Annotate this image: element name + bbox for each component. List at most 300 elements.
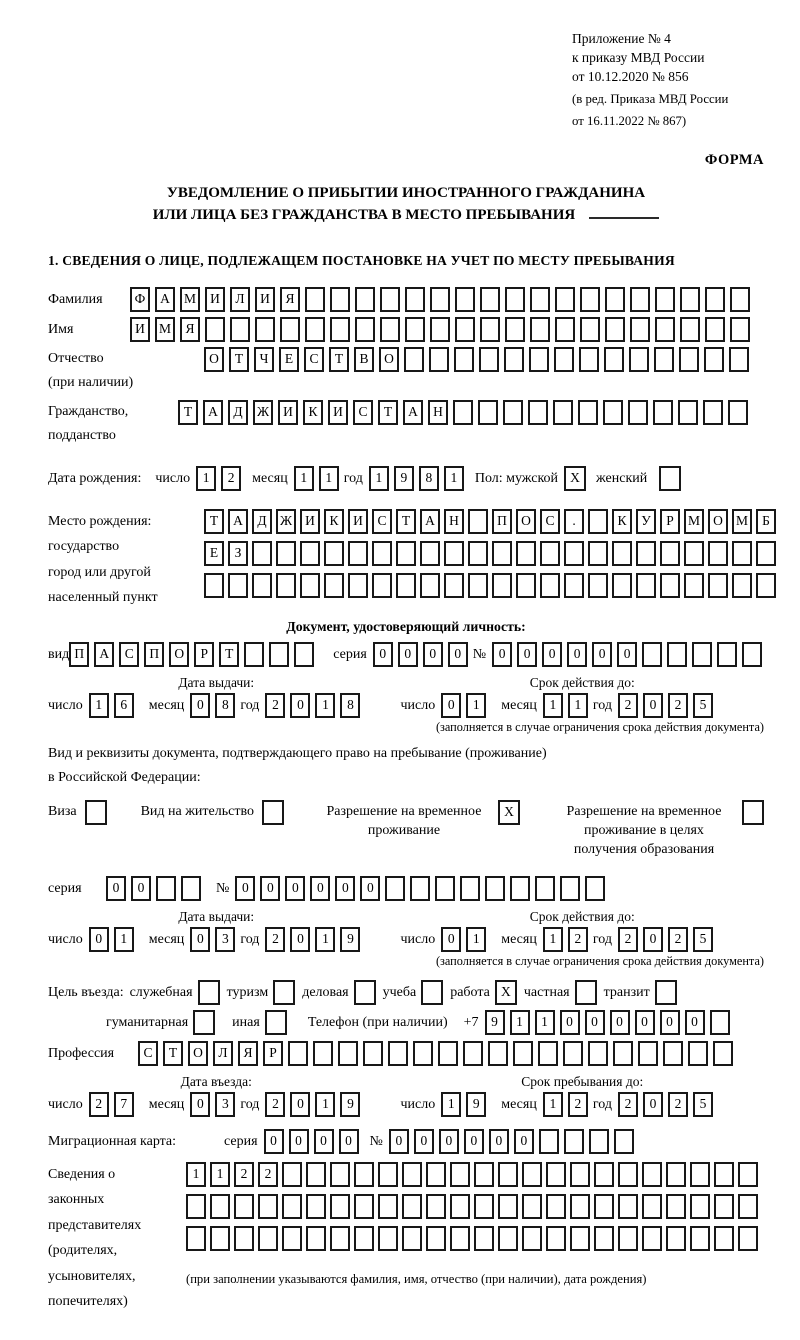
patronymic-char-box[interactable]: О bbox=[379, 347, 399, 372]
residence-number-box[interactable]: 0 bbox=[235, 876, 255, 901]
representative-char-box[interactable] bbox=[306, 1194, 326, 1219]
identity-issue-day-box[interactable]: 1 bbox=[89, 693, 109, 718]
surname-char-box[interactable] bbox=[630, 287, 650, 312]
representative-char-box[interactable] bbox=[522, 1162, 542, 1187]
birth-year-box[interactable]: 1 bbox=[369, 466, 389, 491]
residence-number-box[interactable] bbox=[585, 876, 605, 901]
identity-valid-year-box[interactable]: 5 bbox=[693, 693, 713, 718]
identity-number-box[interactable]: 0 bbox=[517, 642, 537, 667]
profession-char-box[interactable]: Л bbox=[213, 1041, 233, 1066]
birth-place-char-box[interactable] bbox=[276, 541, 296, 566]
representative-char-box[interactable] bbox=[474, 1226, 494, 1251]
entry-month-box[interactable]: 3 bbox=[215, 1092, 235, 1117]
residence-permit-checkbox[interactable] bbox=[262, 800, 284, 825]
representative-char-box[interactable] bbox=[714, 1162, 734, 1187]
representative-char-box[interactable] bbox=[474, 1162, 494, 1187]
profession-char-box[interactable] bbox=[513, 1041, 533, 1066]
surname-char-box[interactable] bbox=[355, 287, 375, 312]
firstname-char-box[interactable]: М bbox=[155, 317, 175, 342]
migration-number-box[interactable]: 0 bbox=[464, 1129, 484, 1154]
identity-number-box[interactable] bbox=[742, 642, 762, 667]
identity-number-box[interactable]: 0 bbox=[592, 642, 612, 667]
identity-kind-char-box[interactable]: С bbox=[119, 642, 139, 667]
identity-issue-day-box[interactable]: 6 bbox=[114, 693, 134, 718]
residence-issue-day-box[interactable]: 1 bbox=[114, 927, 134, 952]
representative-char-box[interactable]: 1 bbox=[186, 1162, 206, 1187]
representative-char-box[interactable] bbox=[666, 1194, 686, 1219]
surname-char-box[interactable]: А bbox=[155, 287, 175, 312]
identity-kind-char-box[interactable]: Т bbox=[219, 642, 239, 667]
firstname-char-box[interactable] bbox=[630, 317, 650, 342]
surname-char-box[interactable] bbox=[305, 287, 325, 312]
residence-issue-day-box[interactable]: 0 bbox=[89, 927, 109, 952]
representative-char-box[interactable] bbox=[378, 1194, 398, 1219]
residence-issue-month-box[interactable]: 3 bbox=[215, 927, 235, 952]
birth-place-char-box[interactable] bbox=[588, 573, 608, 598]
representative-char-box[interactable] bbox=[330, 1194, 350, 1219]
birth-place-char-box[interactable]: К bbox=[612, 509, 632, 534]
patronymic-char-box[interactable] bbox=[579, 347, 599, 372]
birth-place-char-box[interactable] bbox=[420, 541, 440, 566]
firstname-char-box[interactable] bbox=[230, 317, 250, 342]
birth-place-char-box[interactable] bbox=[540, 541, 560, 566]
firstname-char-box[interactable]: И bbox=[130, 317, 150, 342]
residence-valid-year-box[interactable]: 0 bbox=[643, 927, 663, 952]
identity-series-box[interactable]: 0 bbox=[448, 642, 468, 667]
representative-char-box[interactable] bbox=[738, 1162, 758, 1187]
birth-year-box[interactable]: 1 bbox=[444, 466, 464, 491]
profession-char-box[interactable]: С bbox=[138, 1041, 158, 1066]
residence-series-box[interactable] bbox=[156, 876, 176, 901]
purpose-private-checkbox[interactable] bbox=[575, 980, 597, 1005]
citizenship-char-box[interactable]: Н bbox=[428, 400, 448, 425]
migration-number-box[interactable] bbox=[564, 1129, 584, 1154]
birth-place-char-box[interactable] bbox=[300, 573, 320, 598]
representative-char-box[interactable] bbox=[498, 1194, 518, 1219]
birth-place-char-box[interactable] bbox=[324, 541, 344, 566]
identity-number-box[interactable] bbox=[692, 642, 712, 667]
surname-char-box[interactable] bbox=[580, 287, 600, 312]
purpose-transit-checkbox[interactable] bbox=[655, 980, 677, 1005]
residence-number-box[interactable] bbox=[485, 876, 505, 901]
representative-char-box[interactable] bbox=[330, 1226, 350, 1251]
patronymic-char-box[interactable]: В bbox=[354, 347, 374, 372]
citizenship-char-box[interactable] bbox=[703, 400, 723, 425]
representative-char-box[interactable] bbox=[570, 1226, 590, 1251]
residence-number-box[interactable] bbox=[435, 876, 455, 901]
patronymic-char-box[interactable]: Т bbox=[229, 347, 249, 372]
purpose-business-checkbox[interactable] bbox=[354, 980, 376, 1005]
migration-number-box[interactable] bbox=[589, 1129, 609, 1154]
birth-place-char-box[interactable]: С bbox=[540, 509, 560, 534]
identity-kind-char-box[interactable]: А bbox=[94, 642, 114, 667]
residence-number-box[interactable] bbox=[410, 876, 430, 901]
birth-place-char-box[interactable]: Т bbox=[204, 509, 224, 534]
residence-number-box[interactable] bbox=[535, 876, 555, 901]
entry-year-box[interactable]: 1 bbox=[315, 1092, 335, 1117]
representative-char-box[interactable] bbox=[618, 1194, 638, 1219]
firstname-char-box[interactable] bbox=[530, 317, 550, 342]
patronymic-char-box[interactable] bbox=[454, 347, 474, 372]
birth-place-char-box[interactable] bbox=[756, 573, 776, 598]
profession-char-box[interactable] bbox=[488, 1041, 508, 1066]
birth-place-char-box[interactable] bbox=[228, 573, 248, 598]
firstname-char-box[interactable] bbox=[355, 317, 375, 342]
stay-month-box[interactable]: 1 bbox=[543, 1092, 563, 1117]
birth-place-char-box[interactable] bbox=[396, 541, 416, 566]
birth-place-char-box[interactable]: У bbox=[636, 509, 656, 534]
profession-char-box[interactable]: Р bbox=[263, 1041, 283, 1066]
representative-char-box[interactable] bbox=[186, 1226, 206, 1251]
birth-place-char-box[interactable]: И bbox=[300, 509, 320, 534]
identity-number-box[interactable]: 0 bbox=[492, 642, 512, 667]
phone-digit-box[interactable]: 1 bbox=[535, 1010, 555, 1035]
residence-number-box[interactable] bbox=[460, 876, 480, 901]
profession-char-box[interactable] bbox=[713, 1041, 733, 1066]
firstname-char-box[interactable] bbox=[580, 317, 600, 342]
birth-month-box[interactable]: 1 bbox=[294, 466, 314, 491]
stay-month-box[interactable]: 2 bbox=[568, 1092, 588, 1117]
citizenship-char-box[interactable] bbox=[578, 400, 598, 425]
purpose-official-checkbox[interactable] bbox=[198, 980, 220, 1005]
surname-char-box[interactable] bbox=[455, 287, 475, 312]
female-checkbox[interactable] bbox=[659, 466, 681, 491]
phone-digit-box[interactable]: 0 bbox=[685, 1010, 705, 1035]
surname-char-box[interactable] bbox=[480, 287, 500, 312]
birth-place-char-box[interactable] bbox=[348, 573, 368, 598]
representative-char-box[interactable] bbox=[738, 1226, 758, 1251]
representative-char-box[interactable] bbox=[402, 1194, 422, 1219]
migration-number-box[interactable]: 0 bbox=[514, 1129, 534, 1154]
entry-month-box[interactable]: 0 bbox=[190, 1092, 210, 1117]
representative-char-box[interactable] bbox=[594, 1162, 614, 1187]
surname-char-box[interactable] bbox=[405, 287, 425, 312]
temp-residence-permit-checkbox[interactable]: X bbox=[498, 800, 520, 825]
representative-char-box[interactable] bbox=[378, 1226, 398, 1251]
representative-char-box[interactable] bbox=[642, 1194, 662, 1219]
surname-char-box[interactable] bbox=[330, 287, 350, 312]
phone-digit-box[interactable]: 9 bbox=[485, 1010, 505, 1035]
birth-month-box[interactable]: 1 bbox=[319, 466, 339, 491]
birth-place-char-box[interactable]: Р bbox=[660, 509, 680, 534]
patronymic-char-box[interactable] bbox=[554, 347, 574, 372]
birth-place-char-box[interactable] bbox=[468, 541, 488, 566]
surname-char-box[interactable]: И bbox=[255, 287, 275, 312]
firstname-char-box[interactable] bbox=[205, 317, 225, 342]
representative-char-box[interactable] bbox=[426, 1194, 446, 1219]
birth-place-char-box[interactable] bbox=[444, 573, 464, 598]
firstname-char-box[interactable] bbox=[730, 317, 750, 342]
identity-kind-char-box[interactable] bbox=[269, 642, 289, 667]
patronymic-char-box[interactable] bbox=[629, 347, 649, 372]
migration-series-box[interactable]: 0 bbox=[339, 1129, 359, 1154]
birth-place-char-box[interactable]: К bbox=[324, 509, 344, 534]
identity-series-box[interactable]: 0 bbox=[398, 642, 418, 667]
patronymic-char-box[interactable] bbox=[479, 347, 499, 372]
surname-char-box[interactable] bbox=[655, 287, 675, 312]
patronymic-char-box[interactable] bbox=[429, 347, 449, 372]
migration-number-box[interactable]: 0 bbox=[389, 1129, 409, 1154]
birth-place-char-box[interactable] bbox=[372, 573, 392, 598]
birth-place-char-box[interactable] bbox=[444, 541, 464, 566]
birth-place-char-box[interactable] bbox=[468, 573, 488, 598]
birth-place-char-box[interactable] bbox=[516, 573, 536, 598]
patronymic-char-box[interactable]: С bbox=[304, 347, 324, 372]
birth-place-char-box[interactable]: . bbox=[564, 509, 584, 534]
representative-char-box[interactable] bbox=[402, 1226, 422, 1251]
patronymic-char-box[interactable] bbox=[729, 347, 749, 372]
patronymic-char-box[interactable] bbox=[504, 347, 524, 372]
citizenship-char-box[interactable] bbox=[678, 400, 698, 425]
representative-char-box[interactable] bbox=[282, 1162, 302, 1187]
purpose-other-checkbox[interactable] bbox=[265, 1010, 287, 1035]
residence-number-box[interactable] bbox=[510, 876, 530, 901]
birth-place-char-box[interactable]: А bbox=[420, 509, 440, 534]
representative-char-box[interactable] bbox=[450, 1226, 470, 1251]
profession-char-box[interactable] bbox=[588, 1041, 608, 1066]
birth-place-char-box[interactable] bbox=[612, 573, 632, 598]
migration-number-box[interactable] bbox=[539, 1129, 559, 1154]
patronymic-char-box[interactable] bbox=[654, 347, 674, 372]
birth-place-char-box[interactable]: Б bbox=[756, 509, 776, 534]
representative-char-box[interactable] bbox=[546, 1226, 566, 1251]
surname-char-box[interactable] bbox=[730, 287, 750, 312]
representative-char-box[interactable]: 2 bbox=[234, 1162, 254, 1187]
residence-valid-month-box[interactable]: 1 bbox=[543, 927, 563, 952]
phone-digit-box[interactable]: 0 bbox=[660, 1010, 680, 1035]
identity-valid-day-box[interactable]: 0 bbox=[441, 693, 461, 718]
patronymic-char-box[interactable] bbox=[679, 347, 699, 372]
firstname-char-box[interactable] bbox=[255, 317, 275, 342]
birth-place-char-box[interactable] bbox=[588, 541, 608, 566]
residence-issue-year-box[interactable]: 2 bbox=[265, 927, 285, 952]
representative-char-box[interactable] bbox=[690, 1226, 710, 1251]
stay-year-box[interactable]: 2 bbox=[668, 1092, 688, 1117]
residence-valid-year-box[interactable]: 5 bbox=[693, 927, 713, 952]
surname-char-box[interactable]: Я bbox=[280, 287, 300, 312]
residence-number-box[interactable]: 0 bbox=[285, 876, 305, 901]
citizenship-char-box[interactable] bbox=[478, 400, 498, 425]
birth-place-char-box[interactable] bbox=[636, 541, 656, 566]
residence-issue-year-box[interactable]: 1 bbox=[315, 927, 335, 952]
profession-char-box[interactable] bbox=[463, 1041, 483, 1066]
migration-series-box[interactable]: 0 bbox=[264, 1129, 284, 1154]
profession-char-box[interactable] bbox=[638, 1041, 658, 1066]
phone-digit-box[interactable] bbox=[710, 1010, 730, 1035]
birth-place-char-box[interactable] bbox=[564, 541, 584, 566]
firstname-char-box[interactable] bbox=[655, 317, 675, 342]
birth-place-char-box[interactable]: О bbox=[708, 509, 728, 534]
citizenship-char-box[interactable] bbox=[528, 400, 548, 425]
birth-year-box[interactable]: 9 bbox=[394, 466, 414, 491]
representative-char-box[interactable] bbox=[618, 1226, 638, 1251]
entry-day-box[interactable]: 2 bbox=[89, 1092, 109, 1117]
citizenship-char-box[interactable]: Т bbox=[178, 400, 198, 425]
profession-char-box[interactable]: Я bbox=[238, 1041, 258, 1066]
birth-place-char-box[interactable] bbox=[396, 573, 416, 598]
birth-place-char-box[interactable]: О bbox=[516, 509, 536, 534]
profession-char-box[interactable] bbox=[363, 1041, 383, 1066]
birth-place-char-box[interactable] bbox=[756, 541, 776, 566]
stay-year-box[interactable]: 2 bbox=[618, 1092, 638, 1117]
surname-char-box[interactable] bbox=[530, 287, 550, 312]
representative-char-box[interactable] bbox=[354, 1226, 374, 1251]
migration-number-box[interactable] bbox=[614, 1129, 634, 1154]
residence-valid-year-box[interactable]: 2 bbox=[618, 927, 638, 952]
representative-char-box[interactable] bbox=[234, 1194, 254, 1219]
citizenship-char-box[interactable] bbox=[628, 400, 648, 425]
birth-place-char-box[interactable] bbox=[708, 541, 728, 566]
migration-series-box[interactable]: 0 bbox=[289, 1129, 309, 1154]
male-checkbox[interactable]: X bbox=[564, 466, 586, 491]
surname-char-box[interactable]: Л bbox=[230, 287, 250, 312]
firstname-char-box[interactable] bbox=[330, 317, 350, 342]
citizenship-char-box[interactable] bbox=[453, 400, 473, 425]
birth-place-char-box[interactable]: Е bbox=[204, 541, 224, 566]
phone-digit-box[interactable]: 0 bbox=[585, 1010, 605, 1035]
representative-char-box[interactable] bbox=[378, 1162, 398, 1187]
stay-day-box[interactable]: 1 bbox=[441, 1092, 461, 1117]
stay-day-box[interactable]: 9 bbox=[466, 1092, 486, 1117]
birth-place-char-box[interactable]: Т bbox=[396, 509, 416, 534]
patronymic-char-box[interactable]: О bbox=[204, 347, 224, 372]
purpose-study-checkbox[interactable] bbox=[421, 980, 443, 1005]
birth-place-char-box[interactable] bbox=[732, 573, 752, 598]
birth-place-char-box[interactable]: Н bbox=[444, 509, 464, 534]
representative-char-box[interactable] bbox=[714, 1226, 734, 1251]
patronymic-char-box[interactable]: Т bbox=[329, 347, 349, 372]
representative-char-box[interactable] bbox=[354, 1162, 374, 1187]
migration-number-box[interactable]: 0 bbox=[489, 1129, 509, 1154]
firstname-char-box[interactable] bbox=[380, 317, 400, 342]
birth-place-char-box[interactable] bbox=[732, 541, 752, 566]
representative-char-box[interactable] bbox=[738, 1194, 758, 1219]
surname-char-box[interactable] bbox=[555, 287, 575, 312]
identity-valid-year-box[interactable]: 2 bbox=[618, 693, 638, 718]
firstname-char-box[interactable] bbox=[605, 317, 625, 342]
representative-char-box[interactable] bbox=[522, 1226, 542, 1251]
birth-place-char-box[interactable] bbox=[660, 541, 680, 566]
firstname-char-box[interactable] bbox=[480, 317, 500, 342]
firstname-char-box[interactable] bbox=[455, 317, 475, 342]
profession-char-box[interactable] bbox=[413, 1041, 433, 1066]
representative-char-box[interactable] bbox=[546, 1194, 566, 1219]
phone-digit-box[interactable]: 0 bbox=[610, 1010, 630, 1035]
birth-place-char-box[interactable] bbox=[300, 541, 320, 566]
identity-valid-year-box[interactable]: 0 bbox=[643, 693, 663, 718]
birth-place-char-box[interactable]: И bbox=[348, 509, 368, 534]
representative-char-box[interactable] bbox=[258, 1194, 278, 1219]
representative-char-box[interactable] bbox=[330, 1162, 350, 1187]
residence-valid-day-box[interactable]: 1 bbox=[466, 927, 486, 952]
birth-place-char-box[interactable] bbox=[540, 573, 560, 598]
representative-char-box[interactable] bbox=[450, 1162, 470, 1187]
identity-issue-month-box[interactable]: 8 bbox=[215, 693, 235, 718]
representative-char-box[interactable] bbox=[402, 1162, 422, 1187]
profession-char-box[interactable] bbox=[338, 1041, 358, 1066]
representative-char-box[interactable] bbox=[210, 1226, 230, 1251]
birth-day-box[interactable]: 1 bbox=[196, 466, 216, 491]
citizenship-char-box[interactable]: Т bbox=[378, 400, 398, 425]
purpose-work-checkbox[interactable]: X bbox=[495, 980, 517, 1005]
birth-place-char-box[interactable] bbox=[564, 573, 584, 598]
representative-char-box[interactable] bbox=[570, 1162, 590, 1187]
citizenship-char-box[interactable]: К bbox=[303, 400, 323, 425]
birth-place-char-box[interactable] bbox=[588, 509, 608, 534]
citizenship-char-box[interactable]: С bbox=[353, 400, 373, 425]
representative-char-box[interactable] bbox=[594, 1194, 614, 1219]
representative-char-box[interactable] bbox=[690, 1162, 710, 1187]
residence-issue-year-box[interactable]: 9 bbox=[340, 927, 360, 952]
birth-place-char-box[interactable] bbox=[252, 573, 272, 598]
visa-checkbox[interactable] bbox=[85, 800, 107, 825]
birth-place-char-box[interactable] bbox=[492, 573, 512, 598]
patronymic-char-box[interactable]: Е bbox=[279, 347, 299, 372]
birth-place-char-box[interactable] bbox=[204, 573, 224, 598]
representative-char-box[interactable] bbox=[450, 1194, 470, 1219]
representative-char-box[interactable] bbox=[234, 1226, 254, 1251]
birth-place-char-box[interactable] bbox=[660, 573, 680, 598]
profession-char-box[interactable] bbox=[313, 1041, 333, 1066]
citizenship-char-box[interactable] bbox=[603, 400, 623, 425]
birth-place-char-box[interactable]: М bbox=[684, 509, 704, 534]
citizenship-char-box[interactable] bbox=[553, 400, 573, 425]
identity-series-box[interactable]: 0 bbox=[373, 642, 393, 667]
profession-char-box[interactable] bbox=[663, 1041, 683, 1066]
birth-place-char-box[interactable]: А bbox=[228, 509, 248, 534]
birth-place-char-box[interactable]: П bbox=[492, 509, 512, 534]
surname-char-box[interactable]: Ф bbox=[130, 287, 150, 312]
identity-issue-year-box[interactable]: 1 bbox=[315, 693, 335, 718]
firstname-char-box[interactable] bbox=[705, 317, 725, 342]
representative-char-box[interactable] bbox=[570, 1194, 590, 1219]
identity-valid-day-box[interactable]: 1 bbox=[466, 693, 486, 718]
residence-number-box[interactable] bbox=[385, 876, 405, 901]
profession-char-box[interactable] bbox=[438, 1041, 458, 1066]
residence-number-box[interactable]: 0 bbox=[335, 876, 355, 901]
firstname-char-box[interactable] bbox=[305, 317, 325, 342]
citizenship-char-box[interactable]: Д bbox=[228, 400, 248, 425]
representative-char-box[interactable]: 2 bbox=[258, 1162, 278, 1187]
identity-valid-year-box[interactable]: 2 bbox=[668, 693, 688, 718]
representative-char-box[interactable] bbox=[186, 1194, 206, 1219]
firstname-char-box[interactable] bbox=[430, 317, 450, 342]
representative-char-box[interactable] bbox=[666, 1162, 686, 1187]
phone-digit-box[interactable]: 1 bbox=[510, 1010, 530, 1035]
birth-place-char-box[interactable] bbox=[324, 573, 344, 598]
representative-char-box[interactable] bbox=[258, 1226, 278, 1251]
identity-kind-char-box[interactable]: О bbox=[169, 642, 189, 667]
identity-issue-year-box[interactable]: 0 bbox=[290, 693, 310, 718]
firstname-char-box[interactable]: Я bbox=[180, 317, 200, 342]
purpose-tourism-checkbox[interactable] bbox=[273, 980, 295, 1005]
birth-place-char-box[interactable] bbox=[636, 573, 656, 598]
profession-char-box[interactable] bbox=[288, 1041, 308, 1066]
residence-number-box[interactable]: 0 bbox=[260, 876, 280, 901]
patronymic-char-box[interactable]: Ч bbox=[254, 347, 274, 372]
identity-issue-year-box[interactable]: 8 bbox=[340, 693, 360, 718]
citizenship-char-box[interactable] bbox=[503, 400, 523, 425]
residence-series-box[interactable]: 0 bbox=[106, 876, 126, 901]
residence-issue-year-box[interactable]: 0 bbox=[290, 927, 310, 952]
phone-digit-box[interactable]: 0 bbox=[635, 1010, 655, 1035]
identity-kind-char-box[interactable]: П bbox=[144, 642, 164, 667]
surname-char-box[interactable] bbox=[505, 287, 525, 312]
representative-char-box[interactable] bbox=[498, 1162, 518, 1187]
purpose-humanitarian-checkbox[interactable] bbox=[193, 1010, 215, 1035]
birth-place-char-box[interactable] bbox=[684, 573, 704, 598]
patronymic-char-box[interactable] bbox=[604, 347, 624, 372]
